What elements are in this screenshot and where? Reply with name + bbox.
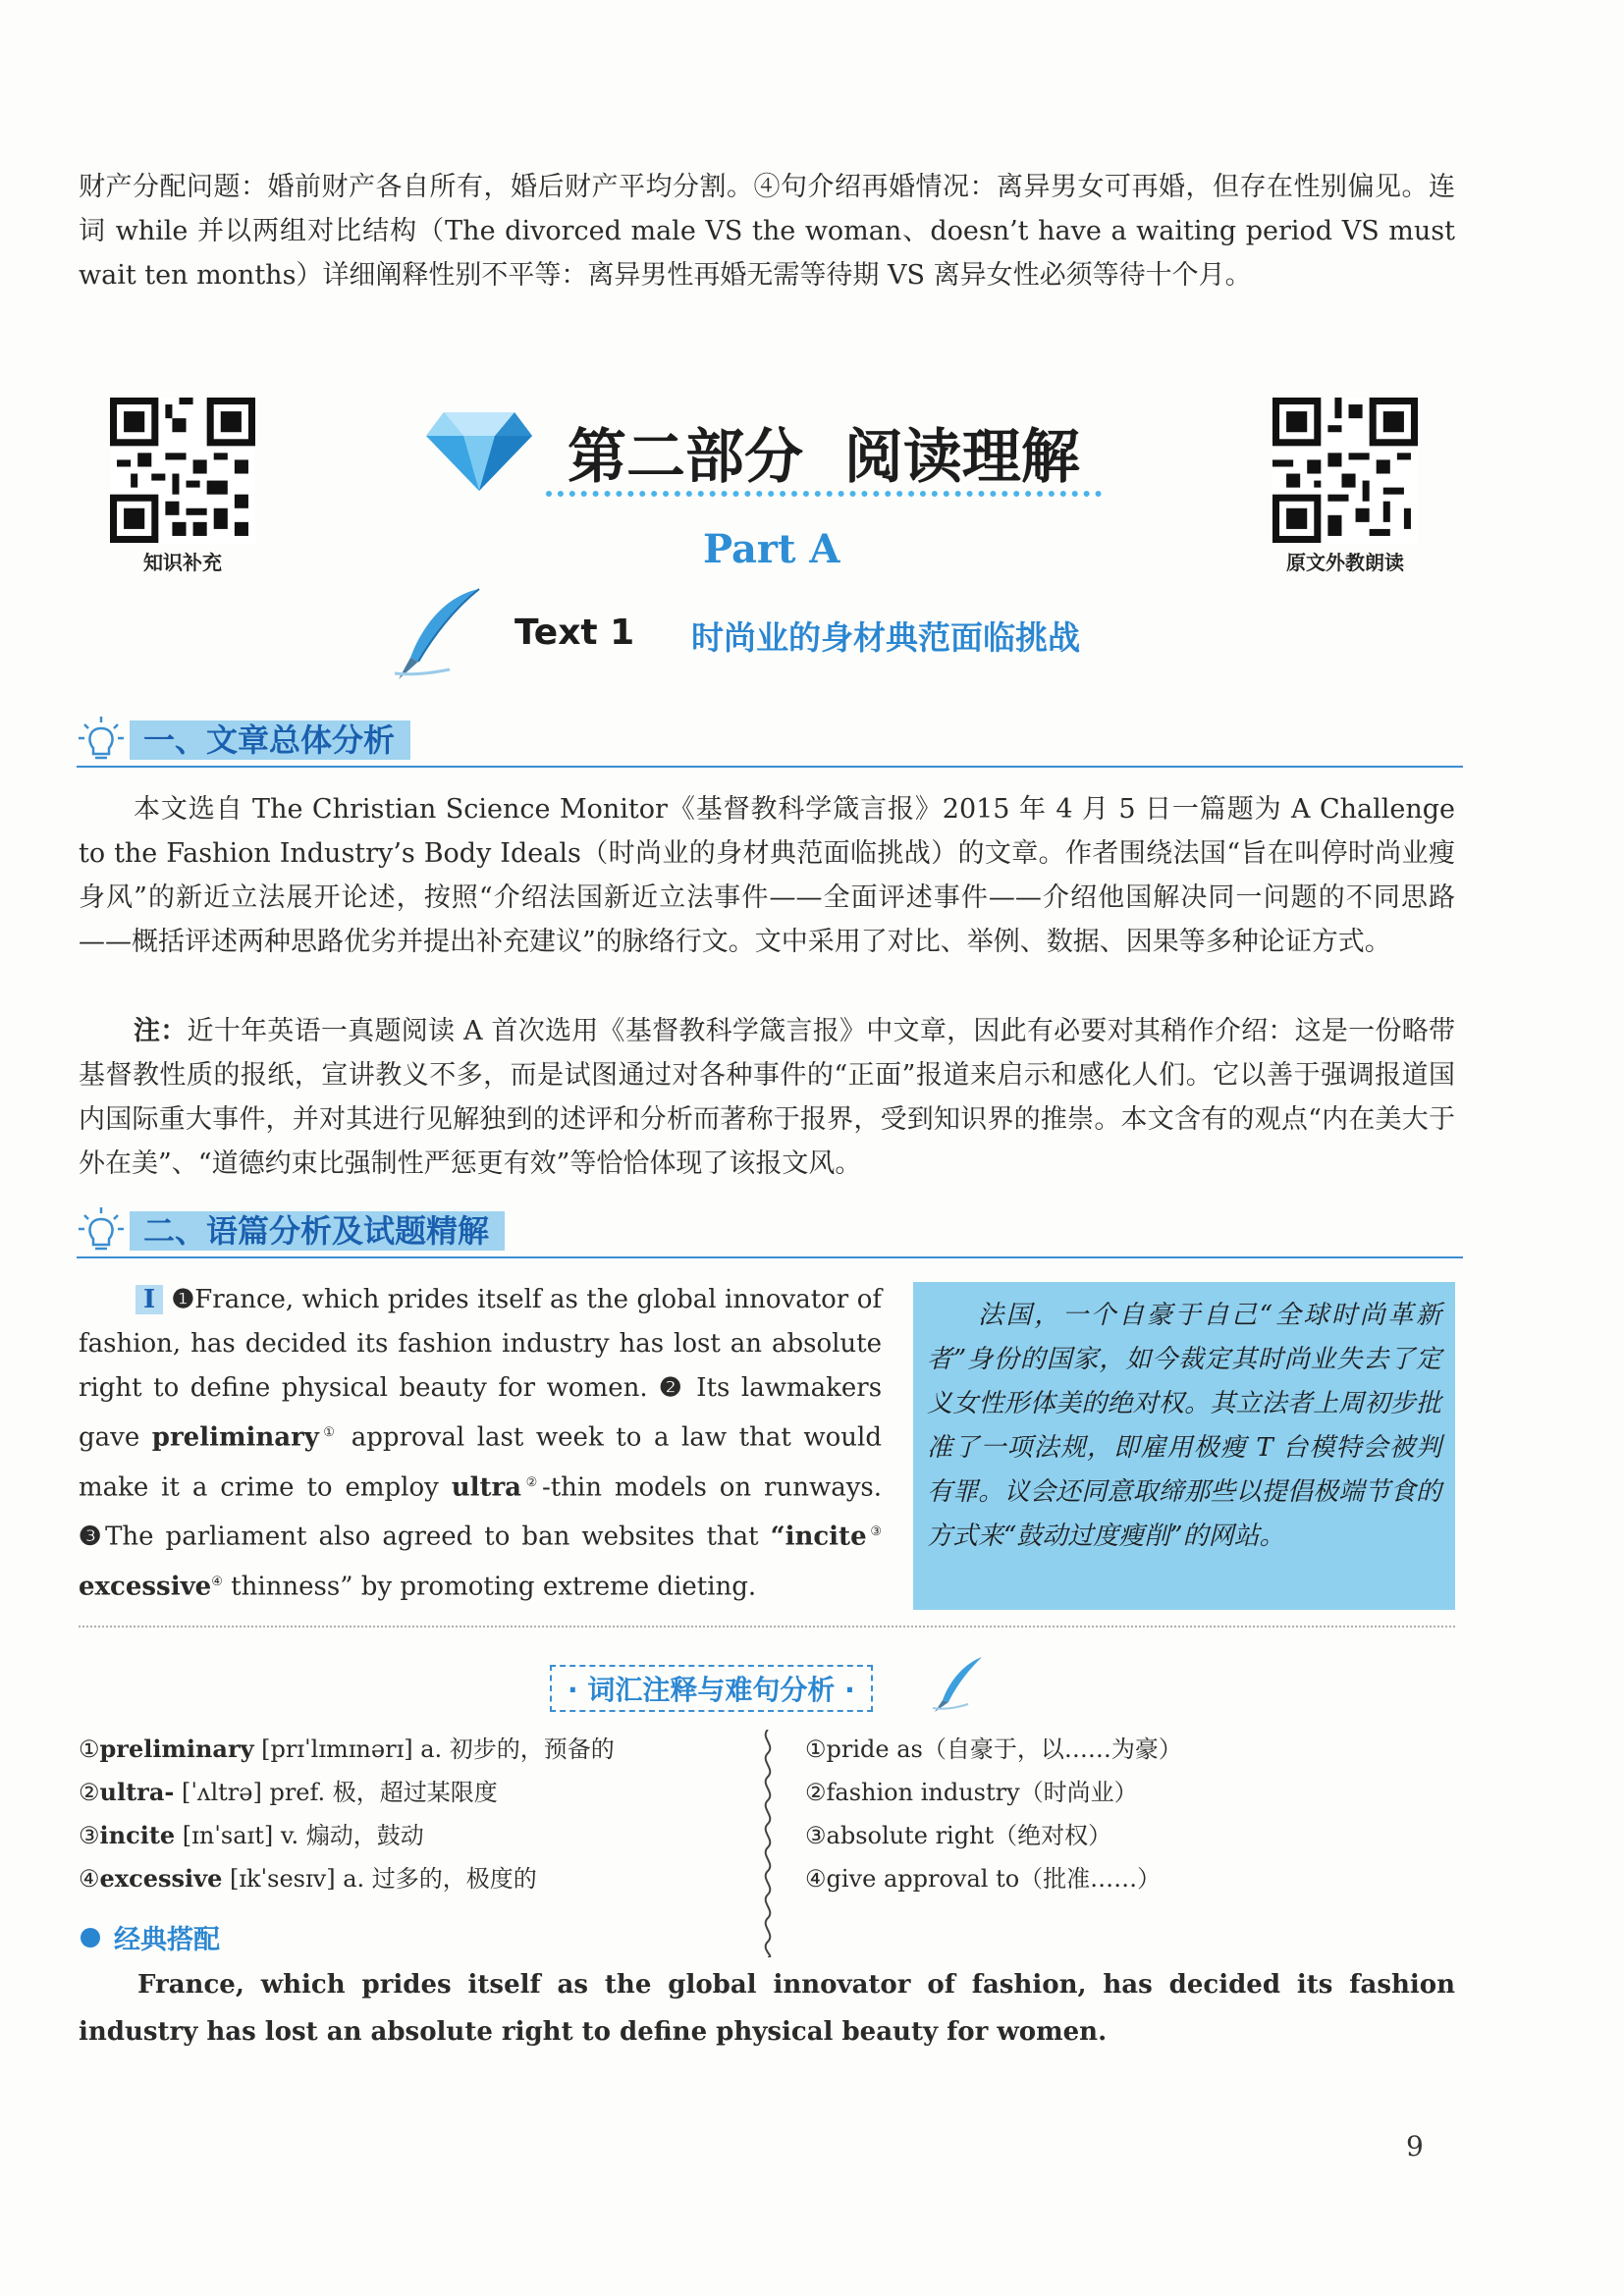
- sentence-2c: -thin models on runways.: [541, 1472, 883, 1503]
- vocab-num: ④: [79, 1865, 100, 1893]
- section1-title: 一、文章总体分析: [130, 721, 410, 760]
- translation-box: [913, 1282, 1455, 1610]
- vocab-num: ③: [79, 1822, 100, 1849]
- note-mark-3: ③: [866, 1524, 883, 1540]
- sentence-marker-1: ❶: [171, 1285, 195, 1314]
- section2-rule: [77, 1256, 1463, 1258]
- sentence-marker-2: ❷: [659, 1373, 685, 1403]
- intro-paragraph: 财产分配问题：婚前财产各自所有，婚后财产平均分割。④句介绍再婚情况：离异男女可再婚，但存在性别偏见。连词 while 并以两组对比结构（The divorced male VS the woman、doesn’t have a waiting period VS must wait ten months）详细阐释性别不平等：离异男性再婚无需等待期 VS 离异女性必须等待十个月。: [79, 172, 1455, 291]
- vocab-num: ①: [79, 1735, 100, 1763]
- vocab-item: [79, 1857, 746, 1900]
- vocab-def: [prɪˈlɪmɪnərɪ] a. 初步的，预备的: [253, 1735, 615, 1763]
- pen-icon: [931, 1655, 986, 1714]
- section1-header: [77, 713, 1463, 768]
- sentence-1: France, which prides itself as the global innovator of fashion, has decided its fashion industry has lost an absolute right to define physical beauty for women.: [79, 1285, 883, 1403]
- sentence-3a: The parliament also agreed to ban websites that: [105, 1522, 771, 1552]
- vocab-word: ultra-: [99, 1778, 175, 1806]
- part-title: 第二部分 阅读理解: [568, 423, 1080, 492]
- note-mark-2: ②: [521, 1474, 542, 1490]
- qr-right-caption: 原文外教朗读: [1286, 551, 1404, 574]
- note-label: 注：: [134, 1016, 188, 1046]
- phrase-item: ②fashion industry（时尚业）: [805, 1779, 1138, 1806]
- feather-pen-icon: [391, 585, 485, 683]
- text-title: 时尚业的身材典范面临挑战: [691, 618, 1080, 657]
- sentence-marker-3: ❸: [79, 1522, 106, 1552]
- vocab-item: [79, 1771, 746, 1814]
- vocab-word: excessive: [99, 1864, 223, 1893]
- section1-note: [79, 1009, 1455, 1186]
- classic-sentence: France, which prides itself as the global innovator of fashion, has decided its fashion industry has lost an absolute right to define physical beauty for women.: [79, 1970, 1455, 2047]
- phrase-item: ③absolute right（绝对权）: [805, 1822, 1112, 1849]
- paragraph-number: I: [135, 1285, 163, 1314]
- translation-text: 法国，一个自豪于自己“全球时尚革新者”身份的国家，如今裁定其时尚业失去了定义女性形体美的绝对权。其立法者上周初步批准了一项法规，即雇用极瘦 T 台模特会被判有罪。议会还同意取缔那些以提倡极端节食的方式来“鼓动过度瘦削”的网站。: [927, 1301, 1441, 1551]
- section1-rule: [77, 766, 1463, 768]
- dotted-divider: [79, 1626, 1455, 1628]
- page-number: 9: [1406, 2130, 1424, 2163]
- qr-left-caption: 知识补充: [143, 551, 222, 574]
- text-label: Text 1: [514, 613, 635, 653]
- sentence-2b: approval last week to a law that would make it a crime to employ: [79, 1422, 883, 1503]
- diamond-icon: [424, 404, 534, 495]
- phrase-item: ④give approval to（批准……）: [805, 1865, 1162, 1893]
- vocab-item: [79, 1728, 746, 1771]
- vocab-word: incite: [99, 1821, 176, 1849]
- vocab-item: [79, 1814, 746, 1857]
- classic-label-row: [81, 1918, 220, 1956]
- note-mark-4: ④: [211, 1574, 223, 1589]
- qr-code-icon: [110, 398, 255, 543]
- vocab-word: preliminary: [99, 1735, 254, 1763]
- vocab-header: · 词汇注释与难句分析 ·: [550, 1665, 873, 1712]
- part-subtitle: Part A: [703, 526, 840, 572]
- keyword-ultra: ultra: [451, 1472, 522, 1503]
- section2-header: [77, 1203, 1463, 1258]
- keyword-preliminary: preliminary: [151, 1422, 319, 1453]
- sentence-2a: Its lawmakers gave: [79, 1373, 883, 1453]
- english-paragraph: [79, 1278, 882, 1610]
- note-mark-1: ①: [318, 1425, 340, 1440]
- keyword-excessive: excessive: [79, 1572, 212, 1602]
- bullet-dot-icon: [81, 1928, 100, 1948]
- vocab-def: [ɪkˈsesɪv] a. 过多的，极度的: [222, 1865, 537, 1893]
- qr-right[interactable]: [1272, 398, 1424, 575]
- classic-label: 经典搭配: [114, 1925, 220, 1955]
- vocab-def: [ɪnˈsaɪt] v. 煽动，鼓动: [175, 1822, 424, 1849]
- vocab-list-right: [805, 1728, 1453, 1900]
- title-dotted-underline: [546, 491, 1102, 497]
- section2-title: 二、语篇分析及试题精解: [130, 1211, 505, 1251]
- note-text: 近十年英语一真题阅读 A 首次选用《基督教科学箴言报》中文章，因此有必要对其稍作介绍：这是一份略带基督教性质的报纸，宣讲教义不多，而是试图通过对各种事件的“正面”报道来启示和感化人们。它以善于强调报道国内国际重大事件，并对其进行见解独到的述评和分析而著称于报界，受到知识界的推崇。本文含有的观点“内在美大于外在美”、“道德约束比强制性严惩更有效”等恰恰体现了该报文风。: [79, 1016, 1455, 1179]
- lightbulb-icon: [77, 1205, 126, 1255]
- sentence-3b: thinness” by promoting extreme dieting.: [222, 1572, 757, 1602]
- vocab-list-left: [79, 1728, 746, 1900]
- qr-code-icon: [1272, 398, 1418, 543]
- keyword-incite: “incite: [770, 1522, 867, 1552]
- phrase-item: ①pride as（自豪于，以……为豪）: [805, 1735, 1182, 1763]
- lightbulb-icon: [77, 715, 126, 764]
- wavy-divider: [756, 1730, 780, 1957]
- vocab-def: [ˈʌltrə] pref. 极，超过某限度: [174, 1779, 498, 1806]
- section1-paragraph: 本文选自 The Christian Science Monitor《基督教科学箴言报》2015 年 4 月 5 日一篇题为 A Challenge to the Fashion Industry’s Body Ideals（时尚业的身材典范面临挑战）的文章。作者围绕法国“旨在叫停时尚业瘦身风”的新近立法展开论述，按照“介绍法国新近立法事件——全面评述事件——介绍他国解决同一问题的不同思路——概括评述两种思路优劣并提出补充建议”的脉络行文。文中采用了对比、举例、数据、因果等多种论证方式。: [79, 794, 1455, 957]
- qr-left[interactable]: [110, 398, 261, 575]
- vocab-num: ②: [79, 1779, 100, 1806]
